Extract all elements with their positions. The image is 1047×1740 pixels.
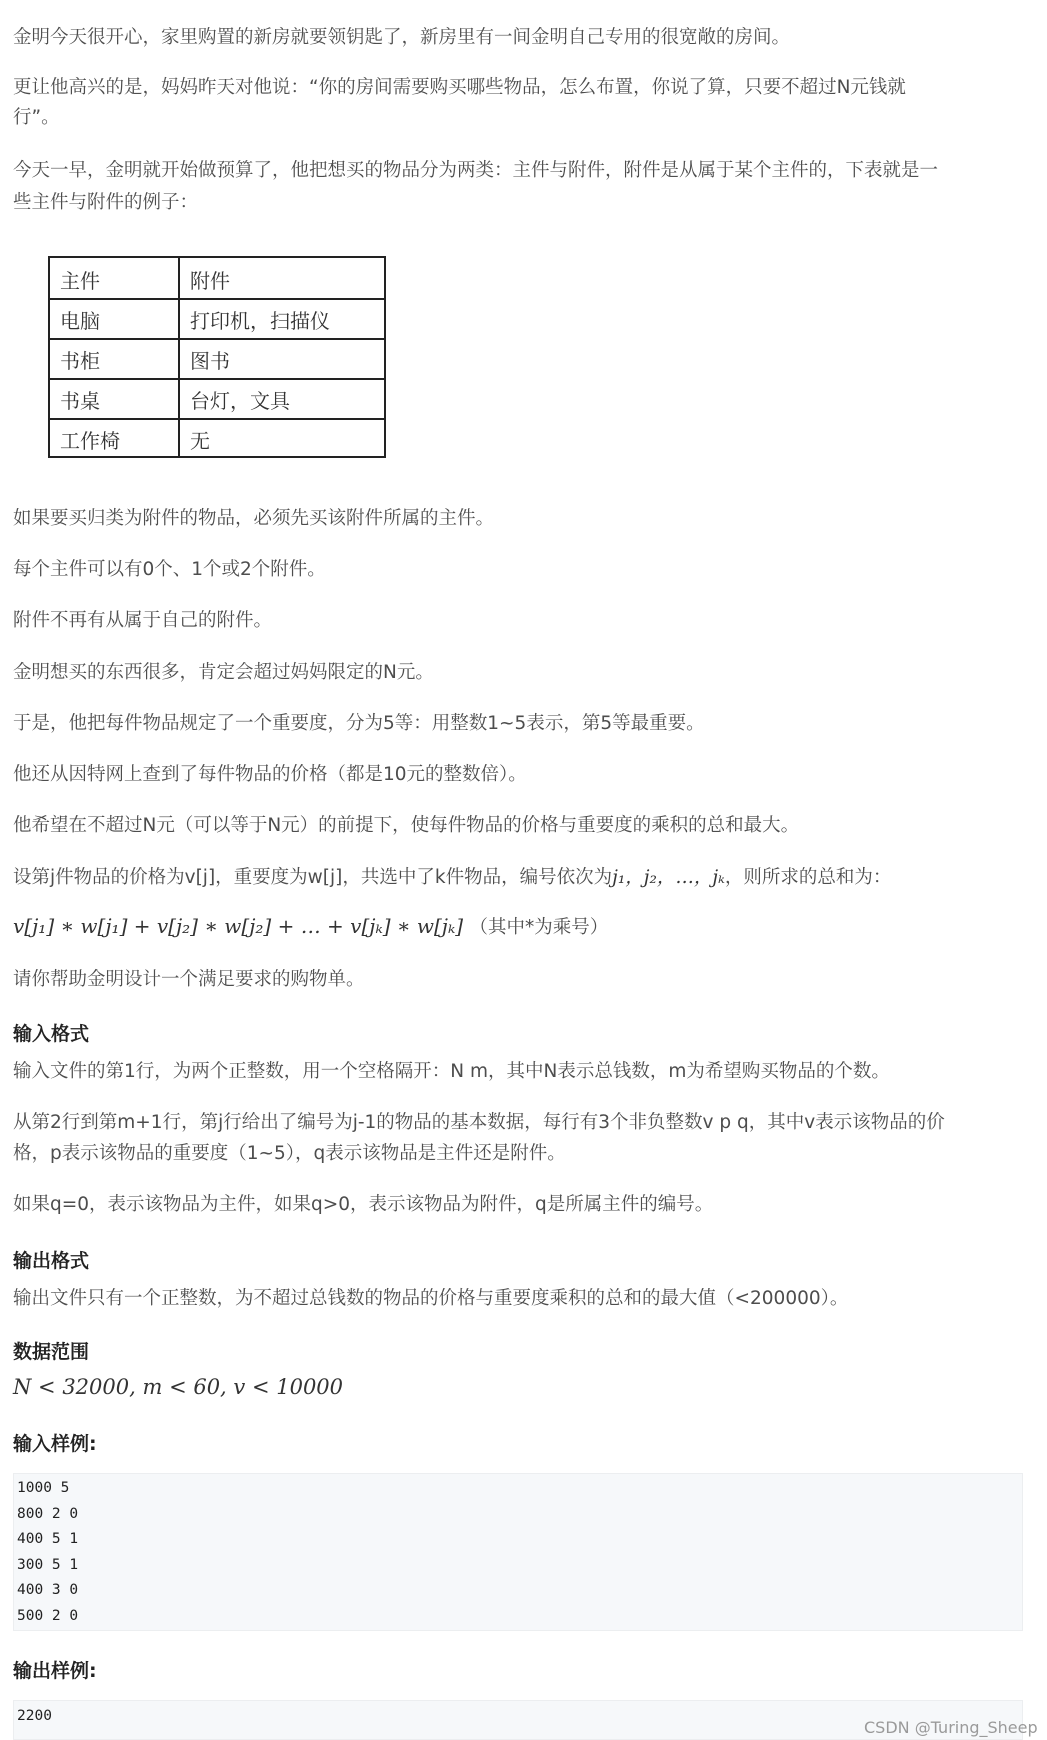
input-format-line: 如果q=0，表示该物品为主件，如果q>0，表示该物品为附件，q是所属主件的编号。 bbox=[13, 1194, 714, 1215]
sum-formula: v[j₁] ∗ w[j₁] + v[j₂] ∗ w[j₂] + … + v[jₖ] ∗ w[jₖ] bbox=[13, 914, 464, 938]
intro-paragraph: 些主件与附件的例子： bbox=[13, 192, 199, 213]
table-cell: 无 bbox=[190, 429, 210, 453]
table-cell: 图书 bbox=[190, 349, 230, 373]
rule-paragraph: 如果要买归类为附件的物品，必须先买该附件所属的主件。 bbox=[13, 508, 495, 529]
example-table bbox=[48, 256, 386, 458]
intro-paragraph: 行”。 bbox=[13, 107, 60, 128]
intro-paragraph: 更让他高兴的是，妈妈昨天对他说：“你的房间需要购买哪些物品，怎么布置，你说了算，只要不超过N元钱就 bbox=[13, 77, 906, 98]
watermark: CSDN @Turing_Sheep bbox=[864, 1718, 1038, 1737]
definition-paragraph bbox=[13, 862, 891, 893]
rule-paragraph: 他还从因特网上查到了每件物品的价格（都是10元的整数倍）。 bbox=[13, 764, 527, 785]
rule-paragraph: 每个主件可以有0个、1个或2个附件。 bbox=[13, 559, 326, 580]
table-cell: 书柜 bbox=[60, 349, 100, 373]
input-format-line: 从第2行到第m+1行，第j行给出了编号为j-1的物品的基本数据，每行有3个非负整数v p q，其中v表示该物品的价 bbox=[13, 1112, 945, 1133]
code-line: 300 5 1 bbox=[17, 1556, 79, 1573]
table-header: 主件 bbox=[60, 269, 100, 293]
table-cell: 打印机，扫描仪 bbox=[190, 309, 330, 333]
rule-paragraph: 他希望在不超过N元（可以等于N元）的前提下，使每件物品的价格与重要度的乘积的总和最大。 bbox=[13, 815, 800, 836]
section-heading: 输入格式 bbox=[13, 1023, 90, 1045]
table-cell: 电脑 bbox=[60, 309, 100, 333]
table-cell: 工作椅 bbox=[60, 429, 120, 453]
input-format-line: 格，p表示该物品的重要度（1~5），q表示该物品是主件还是附件。 bbox=[13, 1143, 566, 1164]
table-header-row bbox=[50, 258, 384, 300]
definition-tail: ，则所求的总和为： bbox=[724, 867, 892, 888]
code-line: 400 5 1 bbox=[17, 1531, 79, 1548]
output-format-line: 输出文件只有一个正整数，为不超过总钱数的物品的价格与重要度乘积的总和的最大值（<200000）。 bbox=[13, 1288, 849, 1309]
request-paragraph: 请你帮助金明设计一个满足要求的购物单。 bbox=[13, 969, 365, 990]
formula-note: （其中*为乘号） bbox=[469, 917, 609, 938]
section-heading: 输出格式 bbox=[13, 1250, 90, 1272]
section-heading: 数据范围 bbox=[13, 1341, 90, 1363]
code-line: 800 2 0 bbox=[17, 1505, 79, 1522]
code-line: 1000 5 bbox=[17, 1480, 70, 1496]
code-line: 500 2 0 bbox=[17, 1607, 79, 1624]
rule-paragraph: 附件不再有从属于自己的附件。 bbox=[13, 610, 273, 631]
definition-text: 设第j件物品的价格为v[j]，重要度为w[j]，共选中了k件物品，编号依次为 bbox=[13, 867, 613, 888]
input-format-line: 输入文件的第1行，为两个正整数，用一个空格隔开：N m，其中N表示总钱数，m为希望购买物品的个数。 bbox=[13, 1061, 890, 1082]
code-line: 2200 bbox=[17, 1708, 52, 1724]
sample-input-code-block bbox=[13, 1473, 1023, 1631]
intro-paragraph: 今天一早，金明就开始做预算了，他把想买的物品分为两类：主件与附件，附件是从属于某个主件的，下表就是一 bbox=[13, 160, 939, 181]
table-row bbox=[50, 298, 384, 340]
table-row bbox=[50, 338, 384, 380]
code-line: 400 3 0 bbox=[17, 1582, 79, 1599]
table-cell: 台灯，文具 bbox=[190, 389, 290, 413]
rule-paragraph: 金明想买的东西很多，肯定会超过妈妈限定的N元。 bbox=[13, 662, 434, 683]
table-row bbox=[50, 378, 384, 420]
section-heading: 输入样例: bbox=[13, 1433, 97, 1455]
table-row bbox=[50, 418, 384, 458]
index-sequence: j₁，j₂，…，jₖ bbox=[612, 867, 725, 888]
formula-line bbox=[13, 911, 608, 943]
rule-paragraph: 于是，他把每件物品规定了一个重要度，分为5等：用整数1~5表示，第5等最重要。 bbox=[13, 713, 705, 734]
table-cell: 书桌 bbox=[60, 389, 100, 413]
intro-paragraph: 金明今天很开心，家里购置的新房就要领钥匙了，新房里有一间金明自己专用的很宽敞的房间。 bbox=[13, 27, 791, 48]
table-header: 附件 bbox=[190, 269, 230, 293]
data-range-formula: N < 32000, m < 60, v < 10000 bbox=[13, 1375, 344, 1399]
section-heading: 输出样例: bbox=[13, 1660, 97, 1682]
